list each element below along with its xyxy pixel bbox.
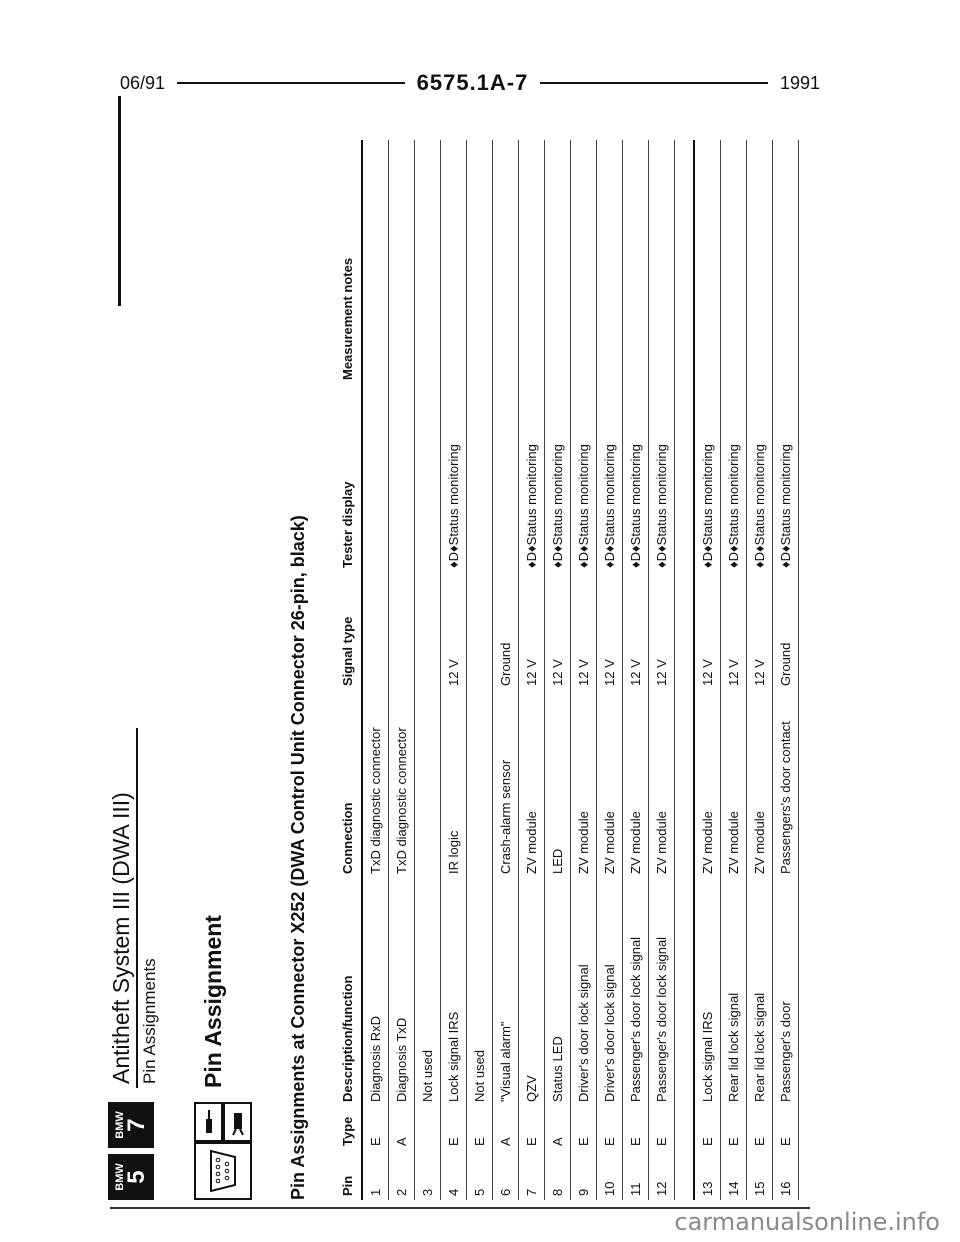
watermark: carmanualsonline.info <box>674 1208 940 1236</box>
badge-brand: BMW <box>114 1111 126 1139</box>
pin-cell: 3 <box>415 1150 441 1200</box>
tester-display-cell <box>493 384 519 572</box>
pin-cell: 15 <box>747 1150 773 1200</box>
type-cell: E <box>441 1106 467 1150</box>
table-row <box>571 140 597 1200</box>
document-title: Antitheft System III (DWA III) <box>108 792 134 1084</box>
section-icons <box>194 1102 252 1200</box>
separator-cell <box>675 690 695 878</box>
tester-display-cell: ♦D♦Status monitoring <box>773 384 799 572</box>
table-header-row <box>336 140 362 1200</box>
measurement-notes-cell <box>694 140 721 384</box>
table-row <box>493 140 519 1200</box>
signal-type-cell: 12 V <box>519 572 545 690</box>
connection-cell: ZV module <box>649 690 675 878</box>
connection-cell: Crash-alarm sensor <box>493 690 519 878</box>
description-cell: Passenger's door lock signal <box>649 878 675 1106</box>
description-cell: Passenger's door lock signal <box>623 878 649 1106</box>
signal-type-cell: Ground <box>773 572 799 690</box>
description-cell: Not used <box>467 878 493 1106</box>
measurement-notes-cell <box>493 140 519 384</box>
measurement-notes-cell <box>519 140 545 384</box>
description-cell: Lock signal IRS <box>441 878 467 1106</box>
type-cell: E <box>721 1106 747 1150</box>
measurement-notes-cell <box>773 140 799 384</box>
description-cell: Status LED <box>545 878 571 1106</box>
separator-cell <box>675 140 695 384</box>
measurement-notes-cell <box>441 140 467 384</box>
row-group-separator <box>675 140 695 1200</box>
table-row <box>649 140 675 1200</box>
badge-brand: BMW <box>114 1163 126 1191</box>
pin-cell: 1 <box>362 1150 389 1200</box>
connection-cell: ZV module <box>694 690 721 878</box>
description-cell: Lock signal IRS <box>694 878 721 1106</box>
signal-type-cell: Ground <box>493 572 519 690</box>
pin-cell: 4 <box>441 1150 467 1200</box>
measurement-notes-cell <box>747 140 773 384</box>
connection-cell: Passengers's door contact <box>773 690 799 878</box>
pin-cell: 9 <box>571 1150 597 1200</box>
signal-type-cell: 12 V <box>694 572 721 690</box>
type-cell: A <box>493 1106 519 1150</box>
header-date: 06/91 <box>120 72 166 93</box>
table-title: Pin Assignments at Connector X252 (DWA Control Unit Connector 26-pin, black) <box>288 515 308 1200</box>
tester-display-cell: ♦D♦Status monitoring <box>597 384 623 572</box>
type-cell: A <box>545 1106 571 1150</box>
type-cell: E <box>694 1106 721 1150</box>
header-rule-left <box>177 82 405 84</box>
table-body <box>362 140 799 1200</box>
tester-display-cell: ♦D♦Status monitoring <box>649 384 675 572</box>
col-type: Type <box>336 1106 362 1150</box>
pin-cell: 5 <box>467 1150 493 1200</box>
table-row <box>389 140 415 1200</box>
type-cell: E <box>773 1106 799 1150</box>
connection-cell <box>415 690 441 878</box>
type-cell <box>415 1106 441 1150</box>
col-pin: Pin <box>336 1150 362 1200</box>
tester-display-cell: ♦D♦Status monitoring <box>694 384 721 572</box>
col-description: Description/function <box>336 878 362 1106</box>
connection-cell: ZV module <box>571 690 597 878</box>
title-rule <box>136 728 138 1088</box>
tester-display-cell: ♦D♦Status monitoring <box>721 384 747 572</box>
signal-type-cell: 12 V <box>571 572 597 690</box>
description-cell: Rear lid lock signal <box>721 878 747 1106</box>
description-cell: Driver's door lock signal <box>597 878 623 1106</box>
type-cell: E <box>362 1106 389 1150</box>
pin-cell: 12 <box>649 1150 675 1200</box>
tester-display-cell: ♦D♦Status monitoring <box>747 384 773 572</box>
connection-cell: ZV module <box>623 690 649 878</box>
tester-display-cell: ♦D♦Status monitoring <box>545 384 571 572</box>
tester-display-cell <box>362 384 389 572</box>
signal-type-cell <box>389 572 415 690</box>
page-header <box>120 68 820 98</box>
separator-cell <box>675 384 695 572</box>
signal-type-cell: 12 V <box>441 572 467 690</box>
table-row <box>597 140 623 1200</box>
table-row <box>441 140 467 1200</box>
table-row <box>415 140 441 1200</box>
badge-number: 7 <box>123 1118 150 1132</box>
tester-display-cell <box>415 384 441 572</box>
signal-type-cell <box>362 572 389 690</box>
rotated-page-content <box>108 100 808 1200</box>
signal-type-cell: 12 V <box>649 572 675 690</box>
signal-type-cell: 12 V <box>747 572 773 690</box>
connection-cell: ZV module <box>519 690 545 878</box>
model-badges <box>108 1096 154 1200</box>
measurement-notes-cell <box>597 140 623 384</box>
signal-type-cell: 12 V <box>597 572 623 690</box>
measurement-notes-cell <box>389 140 415 384</box>
document-subtitle: Pin Assignments <box>140 958 159 1084</box>
tester-display-cell: ♦D♦Status monitoring <box>441 384 467 572</box>
signal-type-cell <box>415 572 441 690</box>
measurement-notes-cell <box>623 140 649 384</box>
pin-cell: 14 <box>721 1150 747 1200</box>
signal-type-cell: 12 V <box>545 572 571 690</box>
type-cell: E <box>623 1106 649 1150</box>
connection-cell: TxD diagnostic connector <box>362 690 389 878</box>
pin-cell: 2 <box>389 1150 415 1200</box>
type-cell: E <box>649 1106 675 1150</box>
description-cell: Driver's door lock signal <box>571 878 597 1106</box>
clip-probe-icon <box>223 1102 252 1142</box>
signal-type-cell: 12 V <box>623 572 649 690</box>
table-row <box>773 140 799 1200</box>
header-rule-right <box>540 82 768 84</box>
section-heading: Pin Assignment <box>200 915 226 1088</box>
col-connection: Connection <box>336 690 362 878</box>
col-measurement-notes: Measurement notes <box>336 140 362 384</box>
tester-display-cell: ♦D♦Status monitoring <box>519 384 545 572</box>
connection-cell: ZV module <box>747 690 773 878</box>
type-cell: E <box>747 1106 773 1150</box>
description-cell: Diagnosis TxD <box>389 878 415 1106</box>
header-code: 6575.1A-7 <box>416 70 529 95</box>
description-cell: Passenger's door <box>773 878 799 1106</box>
connection-cell <box>467 690 493 878</box>
description-cell: Not used <box>415 878 441 1106</box>
table-row <box>623 140 649 1200</box>
pin-cell: 10 <box>597 1150 623 1200</box>
description-cell: Rear lid lock signal <box>747 878 773 1106</box>
connection-cell: TxD diagnostic connector <box>389 690 415 878</box>
pin-cell: 16 <box>773 1150 799 1200</box>
pin-table <box>336 140 799 1200</box>
model-badge-7 <box>108 1102 154 1148</box>
signal-type-cell: 12 V <box>721 572 747 690</box>
description-cell: Diagnosis RxD <box>362 878 389 1106</box>
tester-display-cell <box>389 384 415 572</box>
measurement-notes-cell <box>649 140 675 384</box>
connection-cell: LED <box>545 690 571 878</box>
table-row <box>694 140 721 1200</box>
separator-cell <box>675 1106 695 1150</box>
table-row <box>362 140 389 1200</box>
separator-cell <box>675 1150 695 1200</box>
pin-cell: 7 <box>519 1150 545 1200</box>
badge-number: 5 <box>123 1170 150 1184</box>
tester-display-cell: ♦D♦Status monitoring <box>623 384 649 572</box>
connection-cell: IR logic <box>441 690 467 878</box>
model-badge-5 <box>108 1154 154 1200</box>
pin-cell: 11 <box>623 1150 649 1200</box>
type-cell: E <box>519 1106 545 1150</box>
type-cell: A <box>389 1106 415 1150</box>
col-tester-display: Tester display <box>336 384 362 572</box>
measurement-notes-cell <box>545 140 571 384</box>
separator-cell <box>675 878 695 1106</box>
connector-icon <box>194 1142 252 1200</box>
table-row <box>721 140 747 1200</box>
table-row <box>467 140 493 1200</box>
connection-cell: ZV module <box>721 690 747 878</box>
measurement-notes-cell <box>467 140 493 384</box>
signal-type-cell <box>467 572 493 690</box>
measurement-notes-cell <box>721 140 747 384</box>
type-cell: E <box>467 1106 493 1150</box>
type-cell: E <box>597 1106 623 1150</box>
tester-display-cell <box>467 384 493 572</box>
description-cell: QZV <box>519 878 545 1106</box>
description-cell: "Visual alarm" <box>493 878 519 1106</box>
probe-icons <box>194 1102 252 1142</box>
tester-display-cell: ♦D♦Status monitoring <box>571 384 597 572</box>
connection-cell: ZV module <box>597 690 623 878</box>
pin-cell: 13 <box>694 1150 721 1200</box>
type-cell: E <box>571 1106 597 1150</box>
col-signal-type: Signal type <box>336 572 362 690</box>
pin-cell: 6 <box>493 1150 519 1200</box>
table-row <box>545 140 571 1200</box>
measurement-notes-cell <box>362 140 389 384</box>
header-year: 1991 <box>779 72 820 93</box>
measurement-notes-cell <box>415 140 441 384</box>
probe-tip-icon <box>194 1102 223 1142</box>
table-row <box>747 140 773 1200</box>
table-row <box>519 140 545 1200</box>
pin-cell: 8 <box>545 1150 571 1200</box>
separator-cell <box>675 572 695 690</box>
measurement-notes-cell <box>571 140 597 384</box>
